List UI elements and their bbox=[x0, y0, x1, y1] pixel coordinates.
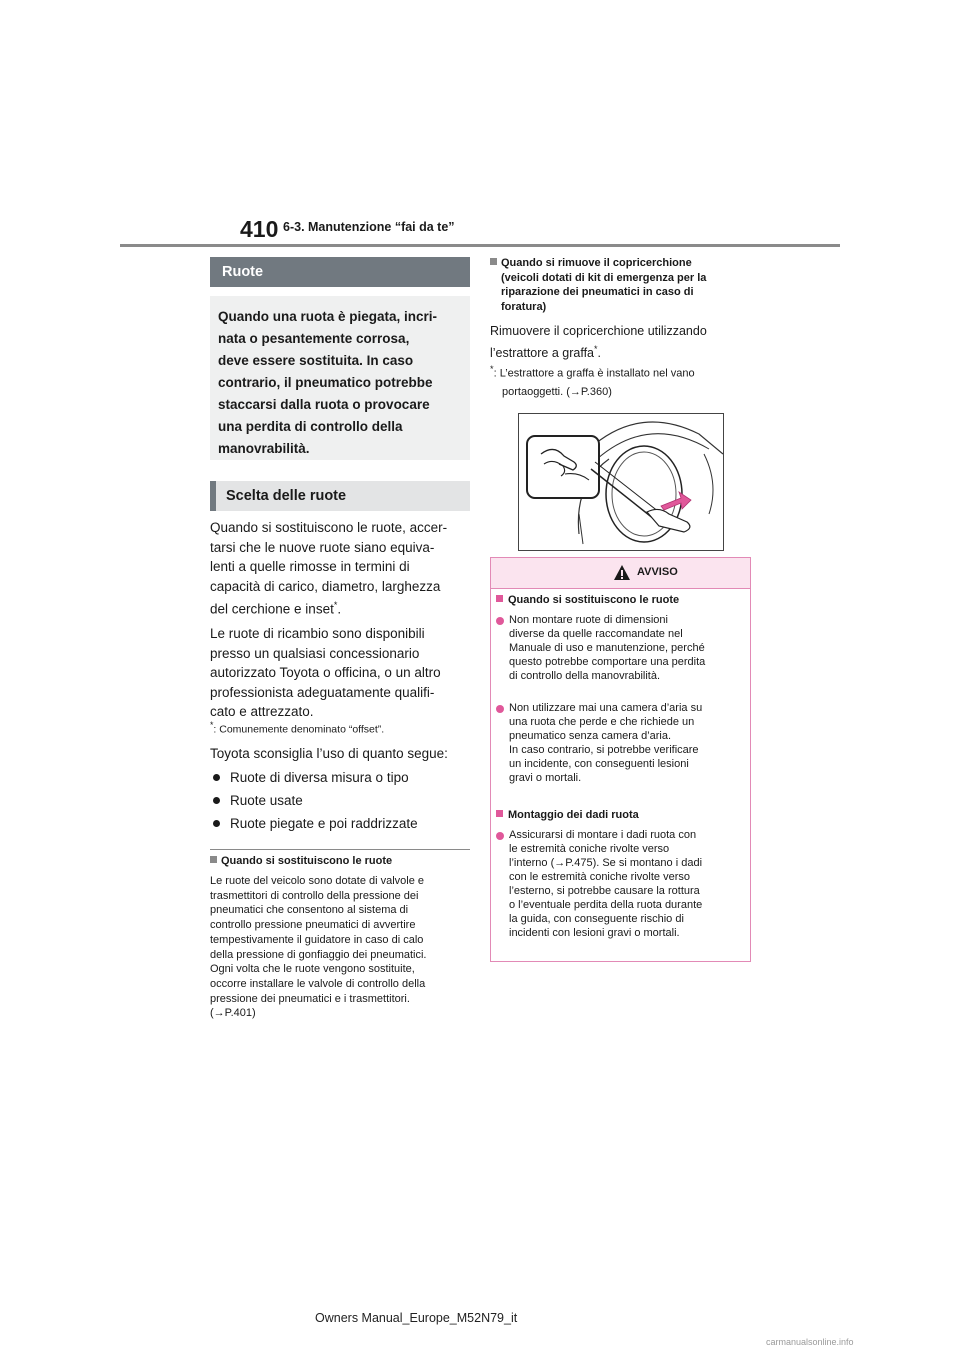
text-line: con le estremità coniche rivolte verso bbox=[509, 871, 690, 883]
intro-box bbox=[210, 296, 470, 460]
title-line: riparazione dei pneumatici in caso di bbox=[501, 286, 694, 298]
warning-header bbox=[491, 558, 750, 589]
square-bullet-icon bbox=[496, 595, 503, 602]
page-number: 410 bbox=[240, 216, 279, 242]
text-line: Quando si sostituiscono le ruote, accer- bbox=[210, 520, 448, 535]
intro-line: nata o pesantemente corrosa, bbox=[218, 331, 410, 346]
bullet-item bbox=[210, 768, 470, 787]
cap-removal-footnote bbox=[490, 360, 752, 401]
text-line: Assicurarsi di montare i dadi ruota con bbox=[509, 829, 697, 841]
text-line: pressione dei pneumatici e i trasmettitori. bbox=[210, 992, 410, 1005]
text-line: incidenti con lesioni gravi o mortali. bbox=[509, 927, 680, 939]
bullet-dot-icon bbox=[496, 617, 504, 625]
paragraph-3: Toyota sconsiglia l’uso di quanto segue: bbox=[210, 746, 448, 761]
text-line: una ruota che perde e che richiede un bbox=[509, 716, 695, 728]
intro-line: una perdita di controllo della bbox=[218, 419, 403, 434]
text-line: Non utilizzare mai una camera d’aria su bbox=[509, 702, 703, 714]
text-line: Ogni volta che le ruote vengono sostituite, bbox=[210, 963, 415, 976]
note-title bbox=[210, 855, 470, 867]
bullet-dot-icon bbox=[213, 797, 220, 804]
bullet-text: Ruote di diversa misura o tipo bbox=[230, 770, 409, 785]
text-line: occorre installare le valvole di controllo della bbox=[210, 977, 426, 990]
text: del cerchione e inset bbox=[210, 601, 334, 617]
title-text: Quando si sostituiscono le ruote bbox=[508, 594, 680, 606]
text: . bbox=[337, 601, 342, 617]
intro-line: Quando una ruota è piegata, incri- bbox=[218, 309, 438, 324]
paragraph-2 bbox=[210, 624, 470, 722]
watermark: carmanualsonline.info bbox=[766, 1337, 854, 1347]
text-line: professionista adeguatamente qualifi- bbox=[210, 684, 435, 700]
text-line: le estremità coniche rivolte verso bbox=[509, 843, 670, 855]
scelta-ruote-title: Scelta delle ruote bbox=[210, 481, 470, 511]
footnote-marker: * bbox=[594, 344, 598, 354]
text-line: Rimuovere il copricerchione utilizzando bbox=[490, 324, 707, 338]
bullet-dot-icon bbox=[213, 820, 220, 827]
text-line: gravi o mortali. bbox=[509, 772, 582, 784]
title-line: (veicoli dotati di kit di emergenza per la bbox=[501, 271, 707, 284]
text-line: lenti a quelle rimosse in termini di bbox=[210, 559, 410, 574]
warning-bullet bbox=[509, 613, 745, 683]
square-bullet-icon bbox=[210, 856, 217, 863]
text-line: della pressione di gonfiaggio dei pneumatici. bbox=[210, 948, 427, 961]
text-line: l’interno (→P.475). Se si montano i dadi bbox=[509, 857, 703, 869]
square-bullet-icon bbox=[496, 810, 503, 817]
text-line: o l’eventuale perdita della ruota durante bbox=[509, 899, 703, 911]
note-rule bbox=[210, 849, 470, 850]
text-line: Le ruote di ricambio sono disponibili bbox=[210, 626, 425, 641]
bullet-text: Ruote usate bbox=[230, 793, 303, 808]
text-line: trasmettitori di controllo della pressione dei bbox=[210, 889, 419, 902]
title-text: Quando si rimuove il copricerchione bbox=[501, 257, 692, 269]
text-line: autorizzato Toyota o officina, o un altro bbox=[210, 665, 441, 680]
text-line: la guida, con conseguente rischio di bbox=[509, 913, 684, 925]
text-line bbox=[210, 596, 470, 619]
text-line: tempestivamente il guidatore in caso di calo bbox=[210, 933, 424, 946]
warning-section-title bbox=[496, 593, 679, 607]
text: l’estrattore a graffa bbox=[490, 346, 594, 361]
text-line: In caso contrario, si potrebbe verificare bbox=[509, 744, 699, 756]
intro-line: contrario, il pneumatico potrebbe bbox=[218, 375, 433, 390]
wheel-cap-illustration bbox=[518, 413, 724, 551]
bullet-dot-icon bbox=[213, 774, 220, 781]
text-line bbox=[490, 340, 752, 362]
text-line: l’esterno, si potrebbe causare la rottura bbox=[509, 885, 700, 897]
footer-text: Owners Manual_Europe_M52N79_it bbox=[315, 1311, 518, 1325]
note-body bbox=[210, 874, 470, 1021]
cap-removal-title bbox=[490, 256, 752, 314]
footnote-marker: * bbox=[210, 720, 214, 730]
text-line: questo potrebbe comportare una perdita bbox=[509, 656, 706, 668]
warning-section-title bbox=[496, 808, 639, 822]
text-line: diverse da quelle raccomandate nel bbox=[509, 628, 683, 640]
footnote-marker: * bbox=[490, 364, 494, 374]
text: : L’estrattore a graffa è installato nel vano bbox=[493, 367, 695, 380]
text-line: portaoggetti. (→P.360) bbox=[502, 385, 612, 398]
bullet-dot-icon bbox=[496, 705, 504, 713]
ruote-title: Ruote bbox=[210, 257, 470, 287]
title-text: Montaggio dei dadi ruota bbox=[508, 809, 639, 821]
intro-line: manovrabilità. bbox=[218, 441, 310, 456]
warning-bullet bbox=[509, 828, 745, 940]
text-line: capacità di carico, diametro, larghezza bbox=[210, 578, 441, 594]
warning-label: AVVISO bbox=[637, 566, 678, 578]
wheel-cap-drawing bbox=[519, 414, 723, 550]
text-line: (→P.401) bbox=[210, 1007, 256, 1020]
text-line: presso un qualsiasi concessionario bbox=[210, 645, 420, 661]
section-title: 6-3. Manutenzione “fai da te” bbox=[283, 220, 455, 234]
text-line: Non montare ruote di dimensioni bbox=[509, 614, 668, 626]
text-line: pneumatico senza camera d’aria. bbox=[509, 730, 672, 742]
intro-line: staccarsi dalla ruota o provocare bbox=[218, 397, 430, 412]
warning-triangle-icon bbox=[613, 564, 631, 581]
intro-line: deve essere sostituita. In caso bbox=[218, 353, 414, 368]
text-line: cato e attrezzato. bbox=[210, 704, 314, 719]
paragraph-1 bbox=[210, 518, 470, 619]
text-line: pneumatici che consentono al sistema di bbox=[210, 904, 409, 917]
bullet-item bbox=[210, 814, 470, 833]
text-line: un incidente, con conseguenti lesioni bbox=[509, 758, 689, 770]
cap-removal-text bbox=[490, 322, 752, 362]
text-line: controllo pressione pneumatici di avvertire bbox=[210, 919, 416, 932]
footnote bbox=[210, 718, 470, 737]
note-title-text: Quando si sostituiscono le ruote bbox=[221, 855, 393, 867]
header-rule bbox=[120, 244, 840, 247]
text-line bbox=[490, 360, 752, 383]
title-line: foratura) bbox=[501, 300, 547, 313]
footnote-text: : Comunemente denominato “offset”. bbox=[213, 723, 385, 736]
warning-box bbox=[490, 557, 751, 962]
footnote-marker: * bbox=[333, 600, 338, 610]
text-line: di controllo della manovrabilità. bbox=[509, 670, 661, 682]
text-line: Le ruote del veicolo sono dotate di valvole e bbox=[210, 875, 425, 887]
warning-bullet bbox=[509, 701, 745, 785]
bullet-dot-icon bbox=[496, 832, 504, 840]
square-bullet-icon bbox=[490, 258, 497, 265]
text-line: tarsi che le nuove ruote siano equiva- bbox=[210, 539, 435, 555]
text: . bbox=[597, 346, 601, 361]
text-line: Manuale di uso e manutenzione, perché bbox=[509, 642, 705, 654]
title-line bbox=[490, 256, 752, 271]
bullet-item bbox=[210, 791, 470, 810]
bullet-text: Ruote piegate e poi raddrizzate bbox=[230, 816, 418, 831]
